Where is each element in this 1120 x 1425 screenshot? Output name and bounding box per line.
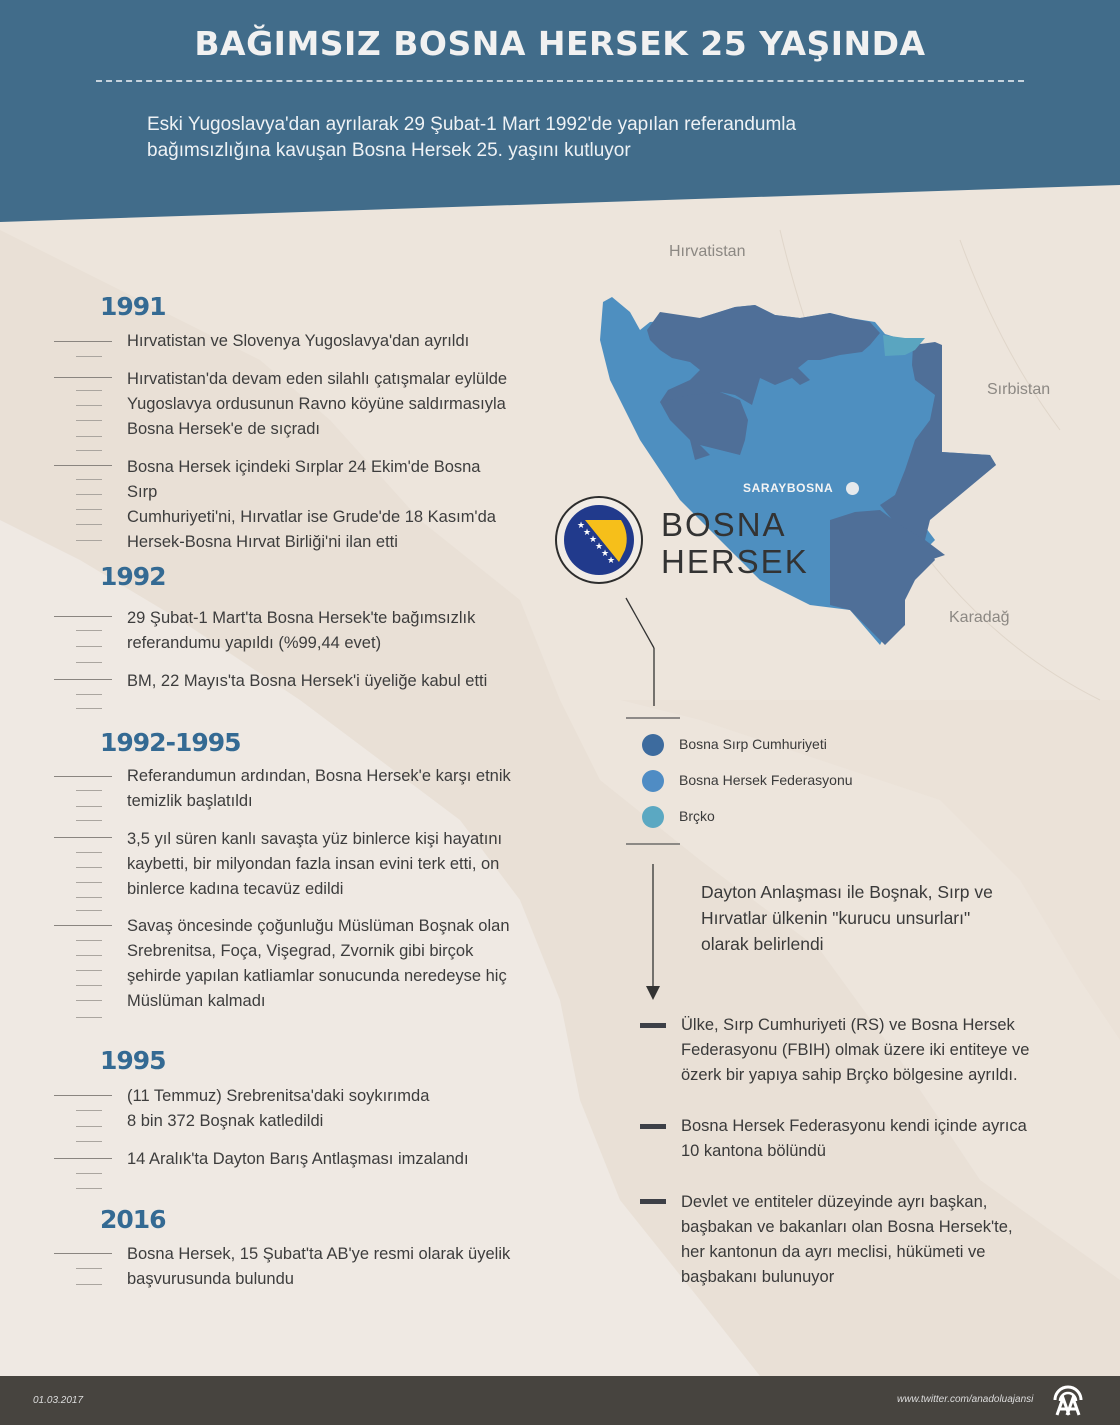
bullet-line: Devlet ve entiteler düzeyinde ayrı başkan,: [681, 1193, 988, 1211]
year-heading-1992-1995: 1992-1995: [100, 728, 241, 757]
event-line: başvurusunda bulundu: [127, 1270, 294, 1288]
bullet-line: Ülke, Sırp Cumhuriyeti (RS) ve Bosna Hersek: [681, 1016, 1015, 1034]
lead-line: Hırvatlar ülkenin "kurucu unsurları": [701, 908, 971, 928]
bullet-line: her kantonun da ayrı meclisi, hükümeti ve: [681, 1243, 986, 1261]
event-line: referandumu yapıldı (%99,44 evet): [127, 634, 382, 652]
legend-label: Brçko: [679, 808, 715, 824]
bullet-line: 10 kantona bölündü: [681, 1142, 826, 1160]
svg-text:★: ★: [607, 556, 616, 566]
legend-swatch: [642, 770, 664, 792]
event-line: Müslüman kalmadı: [127, 992, 266, 1010]
bullet-marker: [640, 1199, 666, 1204]
svg-text:★: ★: [601, 549, 610, 559]
event-line: Hırvatistan'da devam eden silahlı çatışmalar eylülde: [127, 370, 508, 388]
bullet-marker: [640, 1023, 666, 1028]
dayton-lead-text: [701, 879, 1041, 957]
bullet-marker: [640, 1124, 666, 1129]
anadolu-agency-logo-icon: [1052, 1384, 1084, 1416]
event-line: temizlik başlatıldı: [127, 792, 253, 810]
legend-label: Bosna Sırp Cumhuriyeti: [679, 736, 827, 752]
capital-label: SARAYBOSNA: [743, 481, 834, 495]
subtitle-line: Eski Yugoslavya'dan ayrılarak 29 Şubat-1 Mart 1992'de yapılan referandumla: [147, 114, 797, 135]
svg-text:★: ★: [595, 542, 604, 552]
bullet-line: başbakanı bulunuyor: [681, 1268, 835, 1286]
event-line: 29 Şubat-1 Mart'ta Bosna Hersek'te bağımsızlık: [127, 609, 476, 627]
event-line: (11 Temmuz) Srebrenitsa'daki soykırımda: [127, 1087, 430, 1105]
footer-date: 01.03.2017: [33, 1395, 84, 1406]
event-line: binlerce kadına tecavüz edildi: [127, 880, 344, 898]
country-name-line: HERSEK: [661, 543, 809, 580]
event-line: şehirde yapılan katliamlar sonucunda neredeyse hiç: [127, 967, 507, 985]
legend-label: Bosna Hersek Federasyonu: [679, 772, 853, 788]
svg-text:★: ★: [589, 535, 598, 545]
bullet-line: başbakan ve bakanları olan Bosna Hersek'te,: [681, 1218, 1013, 1236]
legend-swatch: [642, 806, 664, 828]
page-title: BAĞIMSIZ BOSNA HERSEK 25 YAŞINDA: [194, 24, 926, 63]
event-line: Bosna Hersek'e de sıçradı: [127, 420, 320, 438]
event-line: Srebrenitsa, Foça, Vişegrad, Zvornik gibi birçok: [127, 942, 474, 960]
year-heading-1995: 1995: [100, 1046, 166, 1075]
event-line: 3,5 yıl süren kanlı savaşta yüz binlerce kişi hayatını: [127, 830, 503, 848]
event-line: Yugoslavya ordusunun Ravno köyüne saldırmasıyla: [127, 395, 506, 413]
neighbor-label-montenegro: Karadağ: [949, 609, 1010, 626]
event-line: BM, 22 Mayıs'ta Bosna Hersek'i üyeliğe kabul etti: [127, 672, 488, 690]
dayton-bullet: [681, 1190, 1061, 1290]
legend-swatch: [642, 734, 664, 756]
event-line: Cumhuriyeti'ni, Hırvatlar ise Grude'de 18 Kasım'da: [127, 508, 496, 526]
footer-twitter-link[interactable]: www.twitter.com/anadoluajansi: [897, 1394, 1034, 1405]
bullet-line: Bosna Hersek Federasyonu kendi içinde ayrıca: [681, 1117, 1027, 1135]
event-line: kaybetti, bir milyondan fazla insan evini terk etti, on: [127, 855, 500, 873]
bullet-line: Federasyonu (FBIH) olmak üzere iki entiteye ve: [681, 1041, 1030, 1059]
event-line: Bosna Hersek, 15 Şubat'ta AB'ye resmi olarak üyelik: [127, 1245, 511, 1263]
neighbor-label-croatia: Hırvatistan: [669, 243, 746, 260]
year-heading-1991: 1991: [100, 292, 166, 321]
svg-text:★: ★: [577, 521, 586, 531]
svg-text:★: ★: [583, 528, 592, 538]
down-arrow-icon: [646, 986, 660, 1000]
event-line: Hırvatistan ve Slovenya Yugoslavya'dan ayrıldı: [127, 332, 470, 350]
event-line: Bosna Hersek içindeki Sırplar 24 Ekim'de Bosna Sırp: [127, 458, 481, 501]
dayton-bullet: [681, 1114, 1061, 1164]
dayton-bullet: [681, 1013, 1061, 1088]
lead-line: olarak belirlendi: [701, 934, 824, 954]
event-line: Referandumun ardından, Bosna Hersek'e karşı etnik: [127, 767, 511, 785]
event-line: Savaş öncesinde çoğunluğu Müslüman Boşnak olan: [127, 917, 510, 935]
bullet-line: özerk bir yapıya sahip Brçko bölgesine ayrıldı.: [681, 1066, 1018, 1084]
neighbor-label-serbia: Sırbistan: [987, 381, 1051, 398]
event-line: Hersek-Bosna Hırvat Birliği'ni ilan etti: [127, 533, 398, 551]
country-name-line: BOSNA: [661, 506, 787, 543]
event-line: 14 Aralık'ta Dayton Barış Antlaşması imzalandı: [127, 1150, 469, 1168]
event-line: 8 bin 372 Boşnak katledildi: [127, 1112, 324, 1130]
year-heading-2016: 2016: [100, 1205, 166, 1234]
lead-line: Dayton Anlaşması ile Boşnak, Sırp ve: [701, 882, 993, 902]
footer-bar: [0, 1376, 1120, 1425]
year-heading-1992: 1992: [100, 562, 166, 591]
subtitle-line: bağımsızlığına kavuşan Bosna Hersek 25. yaşını kutluyor: [147, 140, 631, 161]
